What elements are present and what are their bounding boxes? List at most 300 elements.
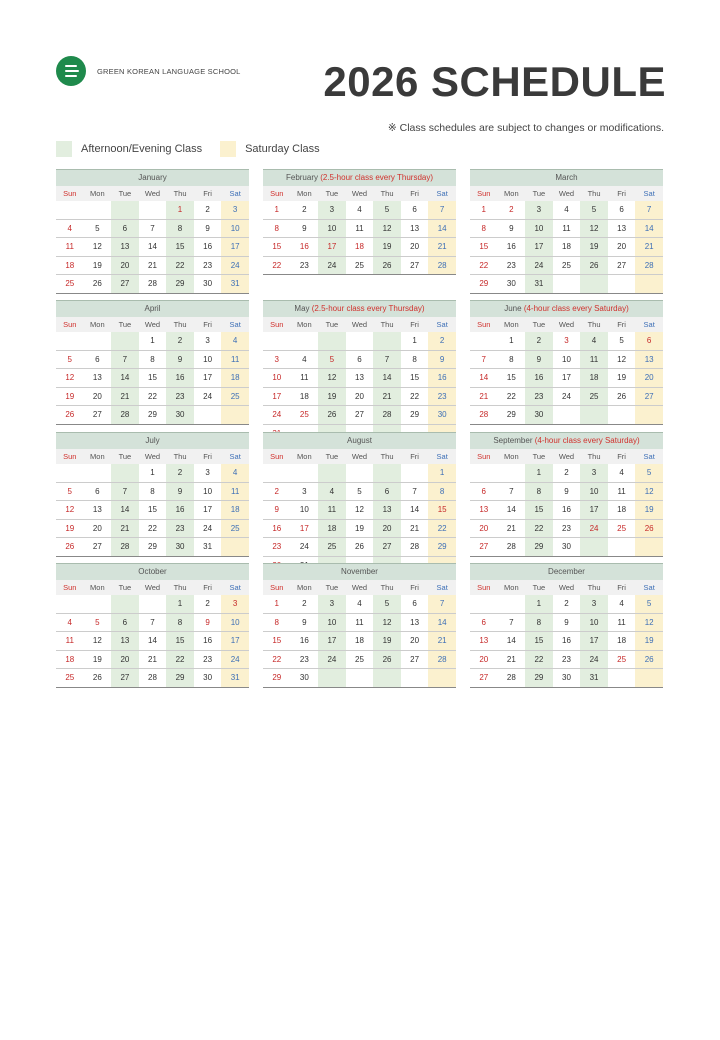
day-cell: 9 [525,351,553,369]
weekday-label: Sat [643,583,655,592]
empty-cell [291,464,319,482]
day-cell: 6 [412,205,417,214]
day-cell: 26 [635,520,663,538]
weekday-label: Wed [351,320,368,329]
day-cell: 29 [272,673,282,683]
month-name: November [341,567,378,576]
weekday-header-row [56,580,249,595]
weekday-label: Thu [380,189,394,198]
weekday-label: Sat [436,583,448,592]
day-cell: 17 [221,238,249,256]
day-cell: 13 [410,223,420,233]
week-row [56,238,249,257]
day-cell: 19 [635,632,663,650]
day-cell: 5 [95,617,100,627]
weekday-label: Fri [410,320,419,329]
month-header [56,432,249,449]
day-cell: 14 [428,220,456,238]
day-cell: 2 [302,205,307,214]
weekday-header-row [263,317,456,332]
day-cell: 16 [203,242,213,252]
day-cell: 13 [373,501,401,519]
month-name: May [294,304,310,313]
day-cell: 31 [221,275,249,293]
day-cell: 24 [299,542,309,552]
day-cell: 23 [272,542,282,552]
day-cell: 31 [203,542,213,552]
weekday-label: Thu [173,189,187,198]
day-cell: 10 [525,220,553,238]
day-cell: 2 [205,599,210,608]
day-cell: 20 [617,242,627,252]
week-row [470,595,663,614]
day-cell: 16 [166,369,194,387]
day-cell: 9 [166,351,194,369]
week-row [56,501,249,520]
weekday-label: Sun [270,320,284,329]
weekday-label: Wed [144,189,161,198]
day-cell: 7 [509,486,514,496]
day-cell: 7 [150,617,155,627]
day-cell: 30 [525,406,553,424]
day-cell: 8 [412,354,417,364]
empty-cell [221,538,249,556]
day-cell: 11 [221,351,249,369]
week-row [470,632,663,651]
day-cell: 4 [302,354,307,364]
day-cell: 24 [318,257,346,275]
day-cell: 29 [525,669,553,687]
day-cell: 12 [373,220,401,238]
day-cell: 23 [506,260,516,270]
day-cell: 9 [509,223,514,233]
day-cell: 3 [525,201,553,219]
week-row [263,201,456,220]
day-cell: 20 [410,242,420,252]
day-cell: 3 [221,201,249,219]
weekday-label: Fri [203,189,212,198]
day-cell: 13 [92,505,102,515]
day-cell: 14 [410,505,420,515]
day-cell: 30 [428,406,456,424]
day-cell: 14 [111,501,139,519]
day-cell: 31 [580,669,608,687]
week-row [56,520,249,539]
day-cell: 7 [150,223,155,233]
weekday-label: Sat [436,320,448,329]
empty-cell [580,538,608,556]
week-row [56,595,249,614]
empty-cell [139,595,167,613]
day-cell: 5 [619,336,624,345]
day-cell: 23 [299,260,309,270]
day-cell: 21 [506,654,516,664]
legend-afternoon-label: Afternoon/Evening Class [81,143,203,155]
day-cell: 24 [272,410,282,420]
day-cell: 12 [92,636,102,646]
empty-cell [263,332,291,350]
weekday-label: Sun [477,452,491,461]
month-calendar [263,563,456,688]
empty-cell [221,406,249,424]
day-cell: 5 [318,351,346,369]
week-row [470,369,663,388]
weekday-label: Fri [203,583,212,592]
day-cell: 23 [299,654,309,664]
month-name: April [144,304,161,313]
day-cell: 22 [410,391,420,401]
day-cell: 15 [272,636,282,646]
day-cell: 28 [428,651,456,669]
weekday-label: Wed [558,320,575,329]
day-cell: 1 [150,336,155,345]
day-cell: 29 [166,275,194,293]
day-cell: 9 [428,351,456,369]
day-cell: 12 [373,614,401,632]
week-row [56,332,249,351]
empty-cell [580,275,608,293]
empty-cell [194,406,222,424]
month-name: June [504,304,522,313]
week-row [470,669,663,688]
month-calendar [470,432,663,557]
weekday-label: Wed [144,583,161,592]
empty-cell [401,464,429,482]
month-calendar [263,169,456,275]
day-cell: 17 [525,238,553,256]
day-cell: 26 [617,391,627,401]
week-row [56,201,249,220]
weekday-header-row [263,580,456,595]
weekday-label: Sat [436,452,448,461]
weekday-label: Thu [587,583,601,592]
weekday-label: Fri [203,320,212,329]
day-cell: 26 [65,410,75,420]
empty-cell [373,464,401,482]
empty-cell [428,669,456,687]
empty-cell [553,406,581,424]
empty-cell [56,332,84,350]
day-cell: 13 [479,636,489,646]
day-cell: 10 [221,220,249,238]
day-cell: 7 [481,354,486,364]
day-cell: 5 [635,595,663,613]
day-cell: 19 [373,632,401,650]
day-cell: 30 [203,673,213,683]
weekday-label: Mon [297,583,312,592]
weekday-label: Sat [643,189,655,198]
day-cell: 23 [166,388,194,406]
day-cell: 28 [428,257,456,275]
week-row [470,501,663,520]
week-row [263,351,456,370]
weekday-label: Fri [617,452,626,461]
week-row [56,406,249,425]
week-row [470,220,663,239]
day-cell: 1 [509,336,514,345]
day-cell: 8 [509,354,514,364]
day-cell: 20 [373,520,401,538]
weekday-label: Mon [297,189,312,198]
day-cell: 28 [506,673,516,683]
day-cell: 6 [481,486,486,496]
day-cell: 23 [203,654,213,664]
day-cell: 7 [635,201,663,219]
day-cell: 9 [205,223,210,233]
day-cell: 2 [166,332,194,350]
day-cell: 8 [150,354,155,364]
day-cell: 15 [525,632,553,650]
week-row [470,406,663,425]
day-cell: 5 [373,595,401,613]
day-cell: 13 [92,373,102,383]
weekday-label: Thu [380,583,394,592]
day-cell: 8 [274,617,279,627]
weekday-label: Sun [477,189,491,198]
day-cell: 21 [373,388,401,406]
weekday-label: Mon [90,320,105,329]
day-cell: 18 [355,242,364,252]
week-row [470,275,663,294]
day-cell: 7 [373,351,401,369]
day-cell: 10 [562,354,571,364]
week-row [263,388,456,407]
day-cell: 10 [318,220,346,238]
day-cell: 2 [428,332,456,350]
day-cell: 19 [617,373,627,383]
day-cell: 23 [525,388,553,406]
day-cell: 4 [580,332,608,350]
month-header [470,432,663,449]
week-row [56,464,249,483]
day-cell: 5 [635,464,663,482]
day-cell: 4 [67,223,72,233]
month-name: January [138,173,167,182]
day-cell: 25 [617,523,627,533]
day-cell: 17 [318,632,346,650]
month-header [470,563,663,580]
day-cell: 1 [412,336,417,345]
week-row [263,220,456,239]
week-row [263,483,456,502]
weekday-label: Tue [118,583,132,592]
week-row [263,464,456,483]
school-name: GREEN KOREAN LANGUAGE SCHOOL [97,66,241,76]
day-cell: 23 [203,260,213,270]
day-cell: 29 [479,279,489,289]
day-cell: 11 [300,373,309,383]
week-row [56,614,249,633]
day-cell: 24 [580,651,608,669]
day-cell: 16 [428,369,456,387]
weekday-label: Fri [617,320,626,329]
week-row [263,520,456,539]
empty-cell [608,538,636,556]
day-cell: 2 [564,468,569,477]
week-row [470,464,663,483]
day-cell: 22 [479,260,489,270]
day-cell: 8 [166,614,194,632]
day-cell: 25 [318,538,346,556]
day-cell: 24 [203,391,213,401]
weekday-label: Tue [118,189,132,198]
day-cell: 12 [318,369,346,387]
day-cell: 14 [148,636,157,646]
day-cell: 11 [318,501,346,519]
day-cell: 29 [506,410,516,420]
day-cell: 15 [428,501,456,519]
empty-cell [139,201,167,219]
day-cell: 26 [373,257,401,275]
weekday-header-row [263,449,456,464]
day-cell: 28 [635,257,663,275]
weekday-label: Sat [229,452,241,461]
empty-cell [84,332,112,350]
empty-cell [346,669,374,687]
day-cell: 3 [205,468,210,477]
weekday-header-row [470,186,663,201]
empty-cell [553,275,581,293]
day-cell: 15 [166,238,194,256]
day-cell: 11 [221,483,249,501]
day-cell: 2 [166,464,194,482]
day-cell: 23 [428,388,456,406]
weekday-header-row [470,449,663,464]
day-cell: 17 [562,373,571,383]
empty-cell [56,595,84,613]
month-calendar [470,300,663,425]
day-cell: 19 [92,260,102,270]
day-cell: 6 [111,220,139,238]
day-cell: 14 [111,369,139,387]
day-cell: 25 [617,654,627,664]
day-cell: 3 [221,595,249,613]
day-cell: 15 [148,505,157,515]
day-cell: 16 [562,636,571,646]
weekday-label: Thu [173,452,187,461]
weekday-label: Mon [297,452,312,461]
day-cell: 16 [203,636,213,646]
day-cell: 6 [95,354,100,364]
day-cell: 28 [148,279,157,289]
empty-cell [84,595,112,613]
day-cell: 1 [166,595,194,613]
month-header [470,300,663,317]
empty-cell [84,464,112,482]
month-note: (2.5-hour class every Thursday) [309,304,425,313]
week-row [56,351,249,370]
day-cell: 28 [479,410,489,420]
weekday-label: Sat [229,320,241,329]
day-cell: 6 [357,354,362,364]
weekday-label: Tue [118,320,132,329]
month-name: August [347,436,372,445]
day-cell: 27 [111,669,139,687]
day-cell: 16 [525,369,553,387]
day-cell: 2 [564,599,569,608]
day-cell: 18 [617,636,627,646]
day-cell: 9 [274,505,279,515]
day-cell: 12 [92,242,102,252]
empty-cell [318,464,346,482]
day-cell: 10 [221,614,249,632]
day-cell: 21 [428,238,456,256]
week-row [470,201,663,220]
day-cell: 10 [203,354,213,364]
day-cell: 1 [428,464,456,482]
day-cell: 30 [166,538,194,556]
day-cell: 13 [111,632,139,650]
day-cell: 12 [635,614,663,632]
month-header [56,300,249,317]
weekday-label: Thu [173,583,187,592]
weekday-label: Tue [532,452,546,461]
day-cell: 7 [509,617,514,627]
day-cell: 22 [166,651,194,669]
day-cell: 28 [111,406,139,424]
day-cell: 4 [221,332,249,350]
weekday-label: Wed [558,452,575,461]
weekday-label: Sat [229,189,241,198]
day-cell: 21 [479,391,489,401]
day-cell: 11 [355,617,364,627]
day-cell: 11 [617,617,626,627]
day-cell: 18 [221,501,249,519]
day-cell: 8 [166,220,194,238]
day-cell: 2 [525,332,553,350]
empty-cell [111,464,139,482]
month-name: December [548,567,585,576]
day-cell: 1 [166,201,194,219]
day-cell: 20 [479,654,489,664]
day-cell: 27 [479,673,489,683]
day-cell: 13 [410,617,420,627]
day-cell: 28 [506,542,516,552]
day-cell: 7 [428,595,456,613]
day-cell: 20 [92,391,102,401]
day-cell: 2 [302,599,307,608]
empty-cell [608,275,636,293]
weekday-header-row [56,449,249,464]
day-cell: 28 [373,406,401,424]
empty-cell [580,406,608,424]
weekday-label: Sun [477,583,491,592]
day-cell: 30 [166,406,194,424]
day-cell: 3 [302,486,307,496]
day-cell: 8 [481,223,486,233]
day-cell: 7 [111,483,139,501]
day-cell: 18 [580,369,608,387]
day-cell: 16 [299,636,309,646]
day-cell: 17 [580,632,608,650]
week-row [263,651,456,670]
weekday-label: Mon [90,583,105,592]
day-cell: 30 [203,279,213,289]
empty-cell [608,406,636,424]
day-cell: 17 [580,501,608,519]
empty-cell [56,201,84,219]
weekday-label: Thu [587,452,601,461]
day-cell: 2 [205,205,210,214]
day-cell: 31 [525,275,553,293]
day-cell: 15 [166,632,194,650]
day-cell: 20 [92,523,102,533]
day-cell: 8 [428,483,456,501]
weekday-label: Tue [532,320,546,329]
day-cell: 11 [562,223,571,233]
day-cell: 22 [272,654,282,664]
day-cell: 24 [221,257,249,275]
